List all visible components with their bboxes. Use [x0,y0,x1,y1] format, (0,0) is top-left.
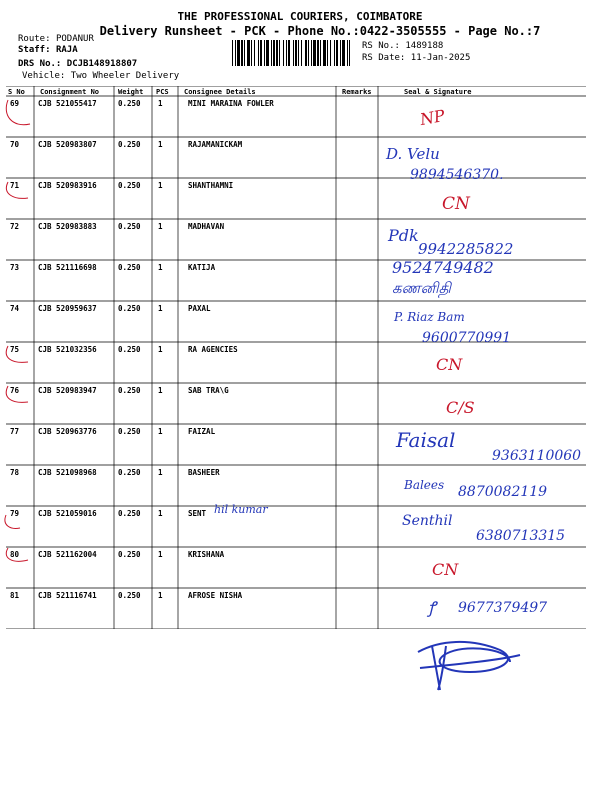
signature-row-74: P. Riaz Bam [394,310,465,324]
row-weight: 0.250 [118,304,141,313]
row-pcs: 1 [158,99,163,108]
row-sno: 81 [10,591,20,600]
route-value: PODANUR [55,34,94,44]
cn-mark-75: CN [436,355,463,374]
row-consignee: SAB TRA\G [188,386,229,395]
red-tick-marks [5,100,30,561]
row-pcs: 1 [158,468,163,477]
final-signature [418,642,520,690]
cs-mark-76: C/S [446,398,475,417]
row-pcs: 1 [158,304,163,313]
drs-label: DRS No.: [18,59,62,69]
cn-mark-71: CN [442,194,470,214]
rs-no-value: 1489188 [405,41,444,51]
phone-row-72: 9942285822 [418,240,514,258]
row-consignment-no: CJB 520983947 [38,386,97,395]
row-consignment-no: CJB 520959637 [38,304,97,313]
row-consignee: RAJAMANICKAM [188,140,243,149]
row-pcs: 1 [158,263,163,272]
rs-no-label: RS No.: [362,41,400,51]
row-consignee: KATIJA [188,263,216,272]
row-consignee: MADHAVAN [188,222,225,231]
row-weight: 0.250 [118,99,141,108]
row-consignee: AFROSE NISHA [188,591,243,600]
row-pcs: 1 [158,550,163,559]
phone-row-78: 8870082119 [458,484,548,500]
row-pcs: 1 [158,140,163,149]
vehicle-label: Vehicle: [22,71,66,81]
row-weight: 0.250 [118,140,141,149]
row-weight: 0.250 [118,468,141,477]
column-header: Seal & Signature [404,88,472,96]
row-consignee: SHANTHAMNI [188,181,234,190]
phone-row-74: 9600770991 [422,330,512,346]
initial-row-81: ꝭ [428,598,436,617]
row-pcs: 1 [158,591,163,600]
phone-row-73: 9524749482 [392,258,494,277]
phone-row-79: 6380713315 [476,528,566,544]
row-weight: 0.250 [118,263,141,272]
column-header: Consignee Details [184,88,256,96]
company-name: THE PROFESSIONAL COURIERS, COIMBATORE [177,10,423,23]
row-sno: 78 [10,468,20,477]
row-weight: 0.250 [118,386,141,395]
staff-label: Staff: [18,45,51,55]
row-weight: 0.250 [118,550,141,559]
row-pcs: 1 [158,222,163,231]
row-pcs: 1 [158,386,163,395]
vehicle-value: Two Wheeler Delivery [70,71,180,81]
row-consignment-no: CJB 521055417 [38,99,97,108]
phone-row-81: 9677379497 [458,600,548,616]
row-consignee: SENT [188,509,207,518]
signature-row-72: Pdk [388,226,419,245]
staff-value: RAJA [55,45,78,55]
column-header: Weight [118,88,144,96]
phone-row-77: 9363110060 [492,448,582,464]
row-consignee: RA AGENCIES [188,345,238,354]
row-weight: 0.250 [118,509,141,518]
row-pcs: 1 [158,181,163,190]
row-consignment-no: CJB 521116741 [38,591,97,600]
row-consignee: BASHEER [188,468,220,477]
signature-row-73: கணனிதி [392,279,451,297]
row-consignment-no: CJB 520983916 [38,181,97,190]
row-weight: 0.250 [118,222,141,231]
row-weight: 0.250 [118,591,141,600]
row-consignment-no: CJB 520963776 [38,427,97,436]
row-weight: 0.250 [118,345,141,354]
row-weight: 0.250 [118,427,141,436]
signature-row-79: Senthil [402,513,453,529]
signature-row-79-consignee: hil kumar [214,503,268,516]
row-sno: 79 [10,509,20,518]
row-consignment-no: CJB 521059016 [38,509,97,518]
row-consignment-no: CJB 521162004 [38,550,97,559]
row-sno: 80 [10,550,20,559]
row-consignment-no: CJB 521098968 [38,468,97,477]
column-header: PCS [156,88,169,96]
phone-row-70: 9894546370. [410,167,504,183]
row-sno: 73 [10,263,20,272]
row-consignment-no: CJB 521032356 [38,345,97,354]
signature-row-77: Faisal [396,428,456,452]
row-consignee: PAXAL [188,304,211,313]
row-consignee: KRISHANA [188,550,225,559]
np-mark: NP [418,105,447,130]
route-label: Route: [18,34,51,44]
row-weight: 0.250 [118,181,141,190]
drs-value: DCJB148918807 [66,59,138,69]
row-sno: 76 [10,386,20,395]
row-pcs: 1 [158,345,163,354]
rs-date-value: 11-Jan-2025 [410,53,471,63]
signature-row-70: D. Velu [386,145,440,163]
row-consignee: MINI MARAINA FOWLER [188,99,274,108]
column-header: Remarks [342,88,372,96]
cn-mark-80: CN [432,560,459,579]
row-sno: 69 [10,99,20,108]
row-sno: 74 [10,304,20,313]
row-pcs: 1 [158,509,163,518]
row-sno: 70 [10,140,20,149]
column-header: S No [8,88,25,96]
row-sno: 75 [10,345,20,354]
runsheet-title: Delivery Runsheet - PCK - Phone No.:0422-3505555 - Page No.:7 [99,24,541,38]
row-sno: 72 [10,222,20,231]
signature-row-78: Balees [404,478,445,492]
row-consignment-no: CJB 520983807 [38,140,97,149]
row-consignment-no: CJB 520983883 [38,222,97,231]
row-consignment-no: CJB 521116698 [38,263,97,272]
row-sno: 71 [10,181,20,190]
row-consignee: FAIZAL [188,427,216,436]
row-pcs: 1 [158,427,163,436]
column-header: Consignment No [40,88,100,96]
rs-date-label: RS Date: [362,53,406,63]
row-sno: 77 [10,427,20,436]
